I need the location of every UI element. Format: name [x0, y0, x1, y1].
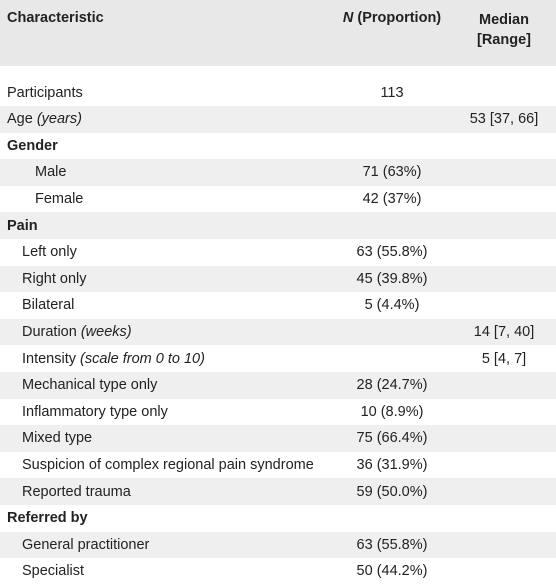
table-row: [0, 399, 556, 426]
median-range-cell: [452, 159, 556, 186]
header-n-proportion: [332, 0, 452, 66]
n-proportion-cell: 36 (31.9%): [356, 457, 428, 474]
n-proportion-cell: [332, 345, 452, 372]
n-proportion-cell: 113: [380, 85, 404, 101]
median-range-cell: [452, 425, 556, 452]
median-range-cell: [452, 292, 556, 319]
row-label: Female: [35, 191, 84, 208]
n-proportion-cell: 63 (55.8%): [356, 244, 428, 261]
median-range-cell: [452, 372, 556, 399]
section-heading: Referred by: [7, 510, 88, 527]
median-range-cell: [452, 66, 556, 106]
table-row: [0, 186, 556, 213]
median-range-cell: [452, 239, 556, 266]
row-label-cell: [0, 106, 332, 133]
n-proportion-cell: 28 (24.7%): [356, 377, 428, 394]
median-range-cell: [452, 478, 556, 505]
median-range-cell: [452, 558, 556, 585]
row-label-cell: [0, 452, 332, 479]
row-label: Reported trauma: [22, 483, 131, 500]
header-median-line1: Median: [479, 12, 529, 28]
row-unit-note: (weeks): [80, 324, 132, 341]
median-range-cell: [452, 452, 556, 479]
n-proportion-cell: 71 (63%): [362, 164, 422, 181]
row-label-cell: [0, 186, 332, 213]
n-proportion-cell: 45 (39.8%): [356, 270, 428, 287]
row-label: Right only: [22, 270, 87, 287]
section-row: [0, 212, 556, 239]
table-row: [0, 319, 556, 346]
row-label: Left only: [22, 244, 77, 261]
table-row: [0, 345, 556, 372]
row-label: Mixed type: [22, 430, 93, 447]
header-median-line2: [Range]: [477, 32, 531, 48]
row-label-cell: [0, 319, 332, 346]
section-heading: Gender: [7, 137, 58, 154]
median-range-cell: 14 [7, 40]: [473, 324, 535, 341]
row-label: Age: [7, 111, 37, 128]
median-range-cell: 5 [4, 7]: [481, 350, 527, 367]
row-label: Inflammatory type only: [22, 403, 168, 420]
row-unit-note: (years): [36, 111, 82, 128]
row-label-cell: [0, 345, 332, 372]
median-range-cell: [452, 186, 556, 213]
table-row: [0, 266, 556, 293]
section-row: [0, 133, 556, 160]
table-header-row: [0, 0, 556, 66]
table-row: [0, 478, 556, 505]
table-row: [0, 558, 556, 585]
header-n-italic: N: [342, 10, 354, 26]
header-characteristic: Characteristic: [7, 10, 104, 26]
n-proportion-cell: [332, 106, 452, 133]
n-proportion-cell: 10 (8.9%): [360, 403, 424, 420]
row-label-cell: [0, 292, 332, 319]
table-row: [0, 66, 556, 106]
section-row: [0, 505, 556, 532]
row-label-cell: [0, 372, 332, 399]
row-label-cell: [0, 266, 332, 293]
table-row: [0, 372, 556, 399]
header-median-range: [452, 0, 556, 66]
n-proportion-cell: 5 (4.4%): [364, 297, 420, 314]
table-row: [0, 425, 556, 452]
row-label: Bilateral: [22, 297, 75, 314]
table-row: [0, 106, 556, 133]
n-proportion-cell: 50 (44.2%): [356, 563, 428, 580]
n-proportion-cell: 42 (37%): [362, 191, 422, 208]
row-label-cell: [0, 159, 332, 186]
median-range-cell: [452, 266, 556, 293]
median-range-cell: [452, 532, 556, 559]
n-proportion-cell: 63 (55.8%): [356, 536, 428, 553]
row-label: Male: [35, 164, 67, 181]
n-proportion-cell: 75 (66.4%): [356, 430, 428, 447]
table-row: [0, 239, 556, 266]
table-row: [0, 452, 556, 479]
row-label-cell: [0, 478, 332, 505]
row-label-cell: [0, 66, 332, 106]
n-proportion-cell: [332, 319, 452, 346]
row-label: Intensity: [22, 350, 81, 367]
row-label-cell: [0, 425, 332, 452]
median-range-cell: 53 [37, 66]: [469, 111, 539, 128]
row-label: Mechanical type only: [22, 377, 158, 394]
row-label: Specialist: [22, 563, 85, 580]
section-heading: Pain: [7, 217, 38, 234]
row-label-cell: [0, 399, 332, 426]
row-label-cell: [0, 239, 332, 266]
row-label: Suspicion of complex regional pain syndrome: [22, 457, 314, 474]
header-n-rest: (Proportion): [353, 10, 442, 26]
table-body: [0, 66, 556, 585]
row-label-cell: [0, 532, 332, 559]
table-row: [0, 532, 556, 559]
row-label: General practitioner: [22, 536, 150, 553]
row-unit-note: (scale from 0 to 10): [80, 350, 205, 367]
row-label-cell: [0, 558, 332, 585]
n-proportion-cell: 59 (50.0%): [356, 483, 428, 500]
median-range-cell: [452, 399, 556, 426]
table-row: [0, 159, 556, 186]
row-label: Duration: [22, 324, 81, 341]
row-label: Participants: [7, 85, 83, 101]
table-row: [0, 292, 556, 319]
